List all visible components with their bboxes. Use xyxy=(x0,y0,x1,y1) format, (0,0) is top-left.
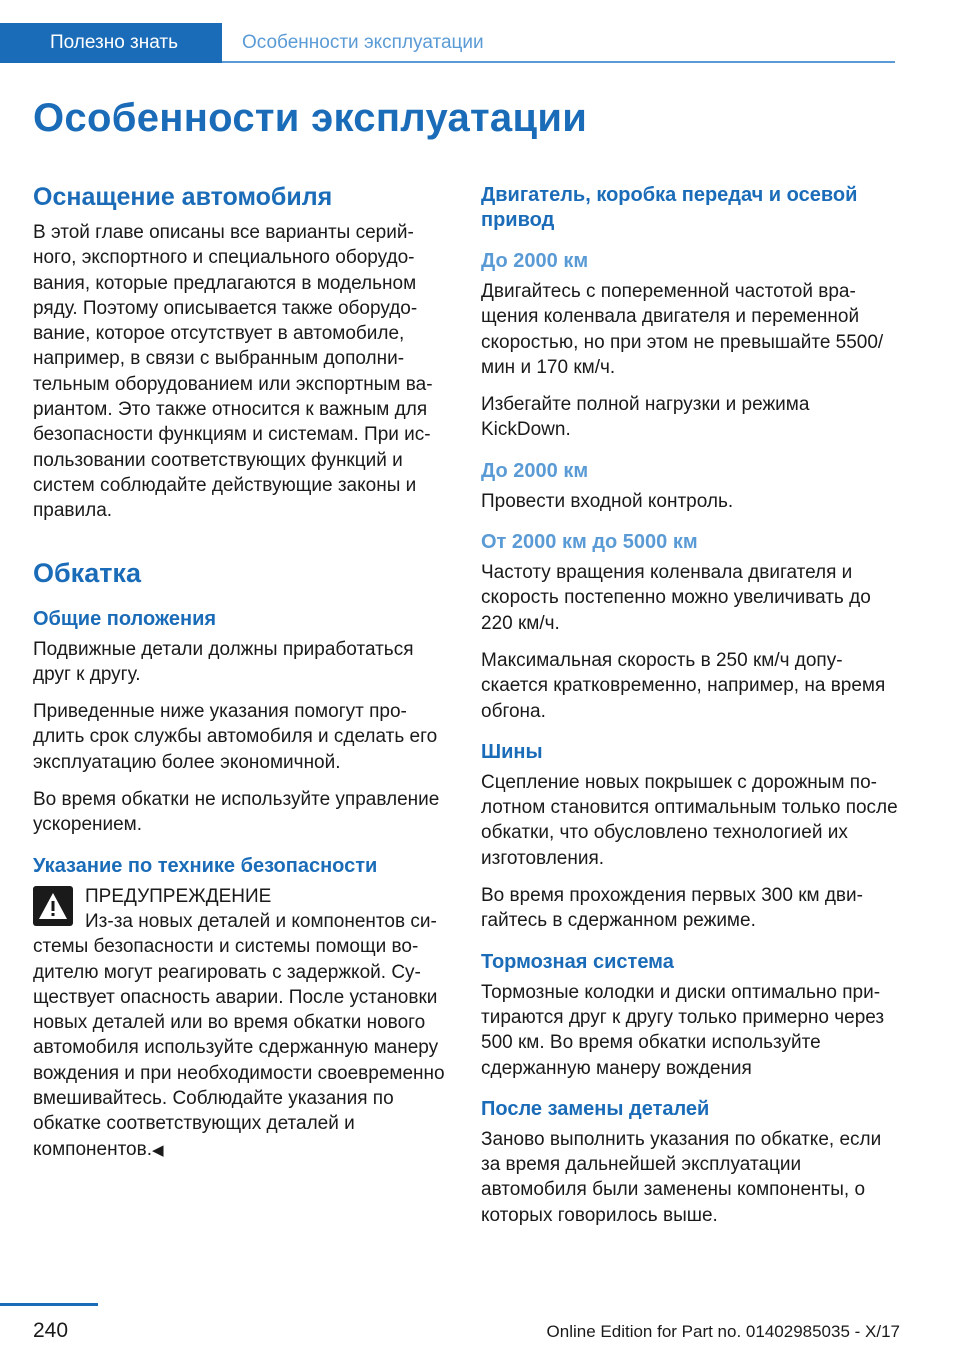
engine-section-1-paragraph-1: Двигайтесь с попеременной частотой вращения коленвала двигателя и переменной скоростью, но при этом не превышайте 5500/мин и 170 км/ч. xyxy=(481,281,884,378)
warning-block xyxy=(33,884,448,1163)
engine-section-3-heading: От 2000 км до 5000 км xyxy=(481,531,698,554)
left-column xyxy=(33,175,448,1175)
engine-section-3-paragraph-1: Частоту вращения коленвала двигателя и скорость постепенно можно увеличивать до 220 км/ч. xyxy=(481,562,871,634)
break-in-paragraph-1: Подвижные детали должны приработаться друг к другу. xyxy=(33,638,414,685)
warning-text: Из-за новых деталей и компонентов системы безопасности и системы помощи водителю могут реагировать с задержкой. Существует опасность аварии. После установки новых деталей или во время обкатки нового автомобиля используйте сдержанную манеру вождения и при необходимости своевременно вмешивайтесь. Соблюдайте указания по обкатке соответствующих деталей и компонентов. xyxy=(33,910,445,1160)
end-mark-icon: ◀ xyxy=(152,1141,164,1159)
brakes-heading: Тормозная система xyxy=(481,950,674,973)
equipment-heading: Оснащение автомобиля xyxy=(33,183,333,211)
after-parts-paragraph-1: Заново выполнить указания по обкатке, если за время дальнейшей эксплуатации автомобиля были заменены компоненты, о которых говорилось выше. xyxy=(481,1128,882,1226)
engine-section-2-paragraph-1: Провести входной контроль. xyxy=(481,490,734,512)
engine-section-2-heading: До 2000 км xyxy=(481,459,589,482)
warning-title: ПРЕДУПРЕЖДЕНИЕ xyxy=(85,885,272,907)
tab-useful-info[interactable] xyxy=(0,23,222,63)
break-in-paragraph-2: Приведенные ниже указания помогут продлить срок службы автомобиля и сделать его эксплуатацию более экономичной. xyxy=(33,701,438,773)
tires-paragraph-2: Во время прохождения первых 300 км двигайтесь в сдержанном режиме. xyxy=(481,885,863,932)
tab-operation-features[interactable] xyxy=(242,23,484,63)
after-parts-heading: После замены деталей xyxy=(481,1097,710,1120)
engine-heading: Двигатель, коробка передач и осевой привод xyxy=(481,184,858,231)
break-in-heading: Обкатка xyxy=(33,557,141,588)
general-provisions-heading: Общие положения xyxy=(33,607,217,630)
engine-section-3-paragraph-2: Максимальная скорость в 250 км/ч допускается кратковременно, например, на время обгона. xyxy=(481,649,886,722)
right-column xyxy=(481,175,901,1240)
tab-operation-features-label: Особенности эксплуатации xyxy=(242,32,484,53)
break-in-paragraph-3: Во время обкатки не используйте управление ускорением. xyxy=(33,789,440,836)
footer-edition-text: Online Edition for Part no. 01402985035 - X/17 xyxy=(546,1322,900,1341)
brakes-paragraph-1: Тормозные колодки и диски оптимально притираются друг к другу только примерно через 500 км. Во время обкатки используйте сдержанную манеру вождения xyxy=(481,981,885,1079)
page-title: Особенности эксплуатации xyxy=(33,96,588,140)
tires-paragraph-1: Сцепление новых покрышек с дорожным полотном становится оптимальным только после обкатки, что обусловлено технологией их изготовления. xyxy=(481,771,898,869)
page-number: 240 xyxy=(33,1319,69,1342)
tab-useful-info-label: Полезно знать xyxy=(49,32,179,53)
engine-section-1-paragraph-2: Избегайте полной нагрузки и режима KickDown. xyxy=(481,394,810,441)
equipment-text: В этой главе описаны все варианты серийного, экспортного и специального оборудования, которые предлагаются в модельном ряду. Поэтому описывается также оборудование, которое отсутствует в автомобиле, например, в связи с выбранным дополнительным оборудованием или экспортным вариантом. Это также относится к важным для безопасности функциям и системам. При использовании соответствующих функций и систем соблюдайте действующие законы и правила. xyxy=(33,222,433,522)
header-divider xyxy=(222,61,895,63)
tires-heading: Шины xyxy=(481,740,543,763)
engine-section-1-heading: До 2000 км xyxy=(481,250,589,272)
warning-icon xyxy=(33,886,73,926)
safety-heading: Указание по технике безопасности xyxy=(33,854,378,877)
footer-divider xyxy=(0,1303,98,1306)
